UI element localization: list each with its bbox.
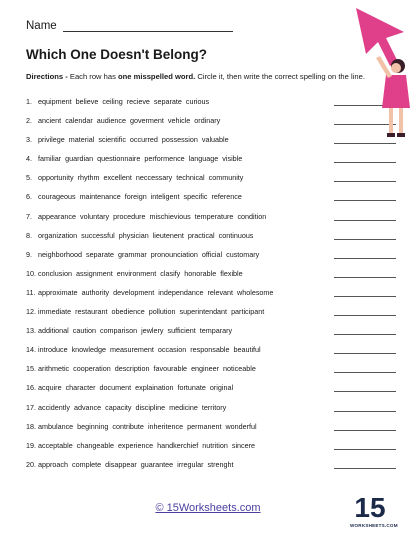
answer-line[interactable]	[334, 372, 396, 373]
word-option[interactable]: pollution	[148, 307, 176, 317]
word-option[interactable]: possession	[161, 135, 198, 145]
question-number: 4.	[26, 154, 32, 164]
word-option[interactable]: condition	[237, 211, 267, 221]
word-option[interactable]: scientific	[98, 135, 126, 145]
dress-shape	[382, 75, 410, 108]
question-number: 17.	[26, 402, 36, 412]
word-option[interactable]: honorable	[184, 268, 217, 278]
word-option[interactable]: voluntary	[79, 211, 110, 221]
word-option[interactable]: advance	[73, 402, 102, 412]
word-option[interactable]: territory	[201, 402, 227, 412]
word-option[interactable]: immediate	[38, 307, 72, 317]
word-option[interactable]: excellent	[103, 173, 132, 183]
word-option[interactable]: acceptable	[38, 440, 73, 450]
word-list	[38, 288, 277, 297]
directions	[26, 72, 371, 82]
word-option[interactable]: organization	[38, 230, 78, 240]
name-row	[26, 20, 233, 32]
question-row	[26, 173, 396, 192]
word-option[interactable]: courageous	[38, 192, 76, 202]
question-number: 11.	[26, 287, 36, 297]
word-option[interactable]: acquire	[38, 383, 62, 393]
word-option[interactable]: obedience	[111, 307, 145, 317]
word-option[interactable]: wholesome	[237, 287, 274, 297]
word-option[interactable]: performence	[144, 154, 185, 164]
word-option[interactable]: capacity	[105, 402, 132, 412]
word-option[interactable]: discipline	[135, 402, 166, 412]
word-option[interactable]: approach	[38, 459, 68, 469]
word-option[interactable]: development	[113, 287, 155, 297]
word-option[interactable]: reference	[211, 192, 242, 202]
word-option[interactable]: goverment	[129, 116, 164, 126]
question-row	[26, 383, 396, 402]
word-option[interactable]: audience	[96, 116, 126, 126]
answer-line[interactable]	[334, 449, 396, 450]
question-row	[26, 154, 396, 173]
question-number: 15.	[26, 364, 36, 374]
question-number: 12.	[26, 307, 36, 317]
answer-line[interactable]	[334, 315, 396, 316]
word-option[interactable]: neccessary	[135, 173, 173, 183]
question-row	[26, 403, 396, 422]
word-option[interactable]: description	[114, 364, 150, 374]
question-row	[26, 231, 396, 250]
answer-line[interactable]	[334, 239, 396, 240]
answer-line[interactable]	[334, 181, 396, 182]
word-option[interactable]: beginning	[77, 421, 109, 431]
question-row	[26, 422, 396, 441]
word-option[interactable]: approximate	[38, 287, 78, 297]
question-number: 7.	[26, 211, 32, 221]
word-option[interactable]: curious	[185, 97, 210, 106]
question-number: 18.	[26, 421, 36, 431]
word-option[interactable]: privilege	[38, 135, 65, 145]
word-option[interactable]: lieutenent	[152, 230, 184, 240]
question-row	[26, 345, 396, 364]
word-option[interactable]: environment	[116, 268, 157, 278]
answer-line[interactable]	[334, 411, 396, 412]
word-option[interactable]: additional	[38, 326, 69, 336]
answer-line[interactable]	[334, 430, 396, 431]
word-option[interactable]: customary	[226, 249, 260, 259]
word-option[interactable]: temperature	[194, 211, 234, 221]
brand-logo	[350, 492, 398, 531]
word-option[interactable]: irregular	[177, 459, 204, 469]
word-option[interactable]: technical	[176, 173, 205, 183]
word-rows	[26, 97, 396, 479]
question-row	[26, 212, 396, 231]
word-list	[38, 269, 247, 278]
question-row	[26, 135, 396, 154]
word-option[interactable]: grammar	[117, 249, 147, 259]
word-list	[38, 173, 247, 182]
question-row	[26, 460, 396, 479]
word-list	[38, 383, 237, 392]
answer-line[interactable]	[334, 468, 396, 469]
right-shoe-shape	[397, 133, 405, 137]
word-option[interactable]: relevant	[207, 287, 234, 297]
word-option[interactable]: guardian	[65, 154, 94, 164]
word-option[interactable]: guarantee	[140, 459, 174, 469]
word-option[interactable]: successful	[81, 230, 115, 240]
word-option[interactable]: questionnaire	[97, 154, 141, 164]
word-option[interactable]: accidently	[38, 402, 70, 412]
word-list	[38, 441, 259, 450]
right-leg-shape	[399, 108, 403, 134]
word-option[interactable]: responsable	[190, 345, 230, 355]
word-option[interactable]: inheritence	[147, 421, 184, 431]
question-number: 5.	[26, 173, 32, 183]
directions-text-after: Circle it, then write the correct spelling on the line.	[195, 72, 365, 81]
question-row	[26, 192, 396, 211]
word-option[interactable]: flexible	[220, 268, 243, 278]
word-option[interactable]: complete	[71, 459, 102, 469]
word-list	[38, 97, 213, 106]
question-number: 1.	[26, 97, 32, 106]
answer-line[interactable]	[334, 277, 396, 278]
word-option[interactable]: arithmetic	[38, 364, 70, 374]
word-option[interactable]: believe	[75, 97, 99, 106]
word-option[interactable]: contribute	[112, 421, 144, 431]
word-option[interactable]: changeable	[76, 440, 114, 450]
question-number: 10.	[26, 268, 36, 278]
word-option[interactable]: fortunate	[177, 383, 206, 393]
question-row	[26, 269, 396, 288]
word-option[interactable]: original	[209, 383, 234, 393]
left-leg-shape	[389, 108, 393, 134]
word-option[interactable]: ceiling	[102, 97, 123, 106]
word-option[interactable]: document	[99, 383, 132, 393]
answer-line[interactable]	[334, 143, 396, 144]
word-option[interactable]: calendar	[65, 116, 93, 126]
copyright-link[interactable]: © 15Worksheets.com	[155, 502, 261, 514]
word-option[interactable]: medicine	[169, 402, 198, 412]
word-option[interactable]: authority	[81, 287, 110, 297]
question-number: 8.	[26, 230, 32, 240]
word-option[interactable]: equipment	[38, 97, 72, 106]
word-option[interactable]: ancient	[38, 116, 62, 126]
word-option[interactable]: official	[201, 249, 223, 259]
word-option[interactable]: occasion	[157, 345, 187, 355]
word-option[interactable]: engineer	[191, 364, 220, 374]
word-option[interactable]: beautiful	[233, 345, 261, 355]
word-option[interactable]: strenght	[207, 459, 234, 469]
word-option[interactable]: ordinary	[194, 116, 221, 126]
left-shoe-shape	[387, 133, 395, 137]
word-list	[38, 364, 260, 373]
question-row	[26, 288, 396, 307]
word-list	[38, 135, 233, 144]
question-number: 16.	[26, 383, 36, 393]
word-list	[38, 345, 265, 354]
word-option[interactable]: handkerchief	[157, 440, 199, 450]
word-option[interactable]: participant	[231, 307, 265, 317]
word-list	[38, 116, 224, 125]
directions-bold: one misspelled word.	[118, 72, 196, 81]
word-option[interactable]: temparary	[199, 326, 233, 336]
word-list	[38, 250, 263, 259]
question-number: 20.	[26, 459, 36, 469]
question-number: 6.	[26, 192, 32, 202]
word-option[interactable]: specific	[183, 192, 208, 202]
word-option[interactable]: valuable	[201, 135, 229, 145]
word-option[interactable]: language	[188, 154, 219, 164]
logo-number: 15	[354, 492, 386, 523]
page-title: Which One Doesn't Belong?	[26, 47, 207, 62]
word-option[interactable]: visible	[222, 154, 243, 164]
word-option[interactable]: clasify	[160, 268, 181, 278]
logo-subtext: WORKSHEETS.COM	[350, 523, 398, 528]
question-row	[26, 250, 396, 269]
word-option[interactable]: superintendant	[179, 307, 228, 317]
question-number: 13.	[26, 326, 36, 336]
word-option[interactable]: knowledge	[71, 345, 106, 355]
word-option[interactable]: character	[65, 383, 96, 393]
word-option[interactable]: conclusion	[38, 268, 72, 278]
word-list	[38, 422, 261, 431]
word-option[interactable]: nutrition	[202, 440, 228, 450]
word-option[interactable]: assignment	[75, 268, 113, 278]
word-option[interactable]: comparison	[99, 326, 138, 336]
directions-text-before: Each row has	[69, 72, 119, 81]
word-option[interactable]: inteligent	[150, 192, 180, 202]
word-list	[38, 403, 230, 412]
word-option[interactable]: ambulance	[38, 421, 74, 431]
question-number: 14.	[26, 345, 36, 355]
word-option[interactable]: jewlery	[141, 326, 164, 336]
word-option[interactable]: continuous	[218, 230, 254, 240]
word-option[interactable]: sufficient	[167, 326, 196, 336]
word-option[interactable]: procedure	[113, 211, 146, 221]
word-option[interactable]: neighborhood	[38, 249, 82, 259]
question-row	[26, 97, 396, 116]
word-list	[38, 154, 246, 163]
answer-line[interactable]	[334, 334, 396, 335]
answer-line[interactable]	[334, 200, 396, 201]
word-option[interactable]: familiar	[38, 154, 62, 164]
word-list	[38, 307, 268, 316]
word-option[interactable]: rhythm	[77, 173, 100, 183]
word-list	[38, 231, 257, 240]
question-row	[26, 364, 396, 383]
word-list	[38, 212, 270, 221]
word-option[interactable]: community	[208, 173, 244, 183]
word-option[interactable]: mischievious	[149, 211, 191, 221]
answer-line[interactable]	[334, 162, 396, 163]
word-option[interactable]: practical	[187, 230, 215, 240]
word-option[interactable]: introduce	[38, 345, 68, 355]
answer-line[interactable]	[334, 220, 396, 221]
word-option[interactable]: disappear	[105, 459, 137, 469]
word-option[interactable]: wonderful	[225, 421, 257, 431]
word-option[interactable]: physician	[118, 230, 149, 240]
word-option[interactable]: noticeable	[223, 364, 256, 374]
word-option[interactable]: recieve	[126, 97, 150, 106]
word-option[interactable]: restaurant	[75, 307, 108, 317]
question-row	[26, 116, 396, 135]
word-list	[38, 192, 246, 201]
answer-line[interactable]	[334, 391, 396, 392]
name-label: Name	[26, 20, 57, 32]
question-row	[26, 326, 396, 345]
answer-line[interactable]	[334, 353, 396, 354]
question-number: 19.	[26, 440, 36, 450]
answer-line[interactable]	[334, 258, 396, 259]
word-option[interactable]: material	[68, 135, 95, 145]
word-option[interactable]: experience	[117, 440, 154, 450]
word-option[interactable]: caution	[72, 326, 96, 336]
word-option[interactable]: sincere	[231, 440, 256, 450]
answer-line[interactable]	[334, 296, 396, 297]
word-option[interactable]: separate	[85, 249, 114, 259]
pointer-woman-illustration	[346, 0, 416, 140]
word-option[interactable]: foreign	[124, 192, 147, 202]
word-option[interactable]: separate	[153, 97, 182, 106]
word-option[interactable]: permanent	[187, 421, 222, 431]
word-option[interactable]: independance	[158, 287, 204, 297]
name-line[interactable]	[63, 20, 233, 32]
word-option[interactable]: opportunity	[38, 173, 74, 183]
word-option[interactable]: appearance	[38, 211, 76, 221]
word-option[interactable]: occurred	[129, 135, 158, 145]
face-shape	[391, 63, 401, 73]
word-list	[38, 460, 237, 469]
word-list	[38, 326, 236, 335]
word-option[interactable]: vehicle	[167, 116, 191, 126]
word-option[interactable]: pronounciation	[150, 249, 198, 259]
question-number: 3.	[26, 135, 32, 145]
word-option[interactable]: explaination	[135, 383, 174, 393]
word-option[interactable]: cooperation	[73, 364, 111, 374]
word-option[interactable]: favourable	[153, 364, 188, 374]
directions-label: Directions -	[26, 72, 70, 81]
question-row	[26, 441, 396, 460]
question-number: 9.	[26, 249, 32, 259]
question-number: 2.	[26, 116, 32, 126]
word-option[interactable]: measurement	[109, 345, 154, 355]
question-row	[26, 307, 396, 326]
word-option[interactable]: maintenance	[79, 192, 121, 202]
